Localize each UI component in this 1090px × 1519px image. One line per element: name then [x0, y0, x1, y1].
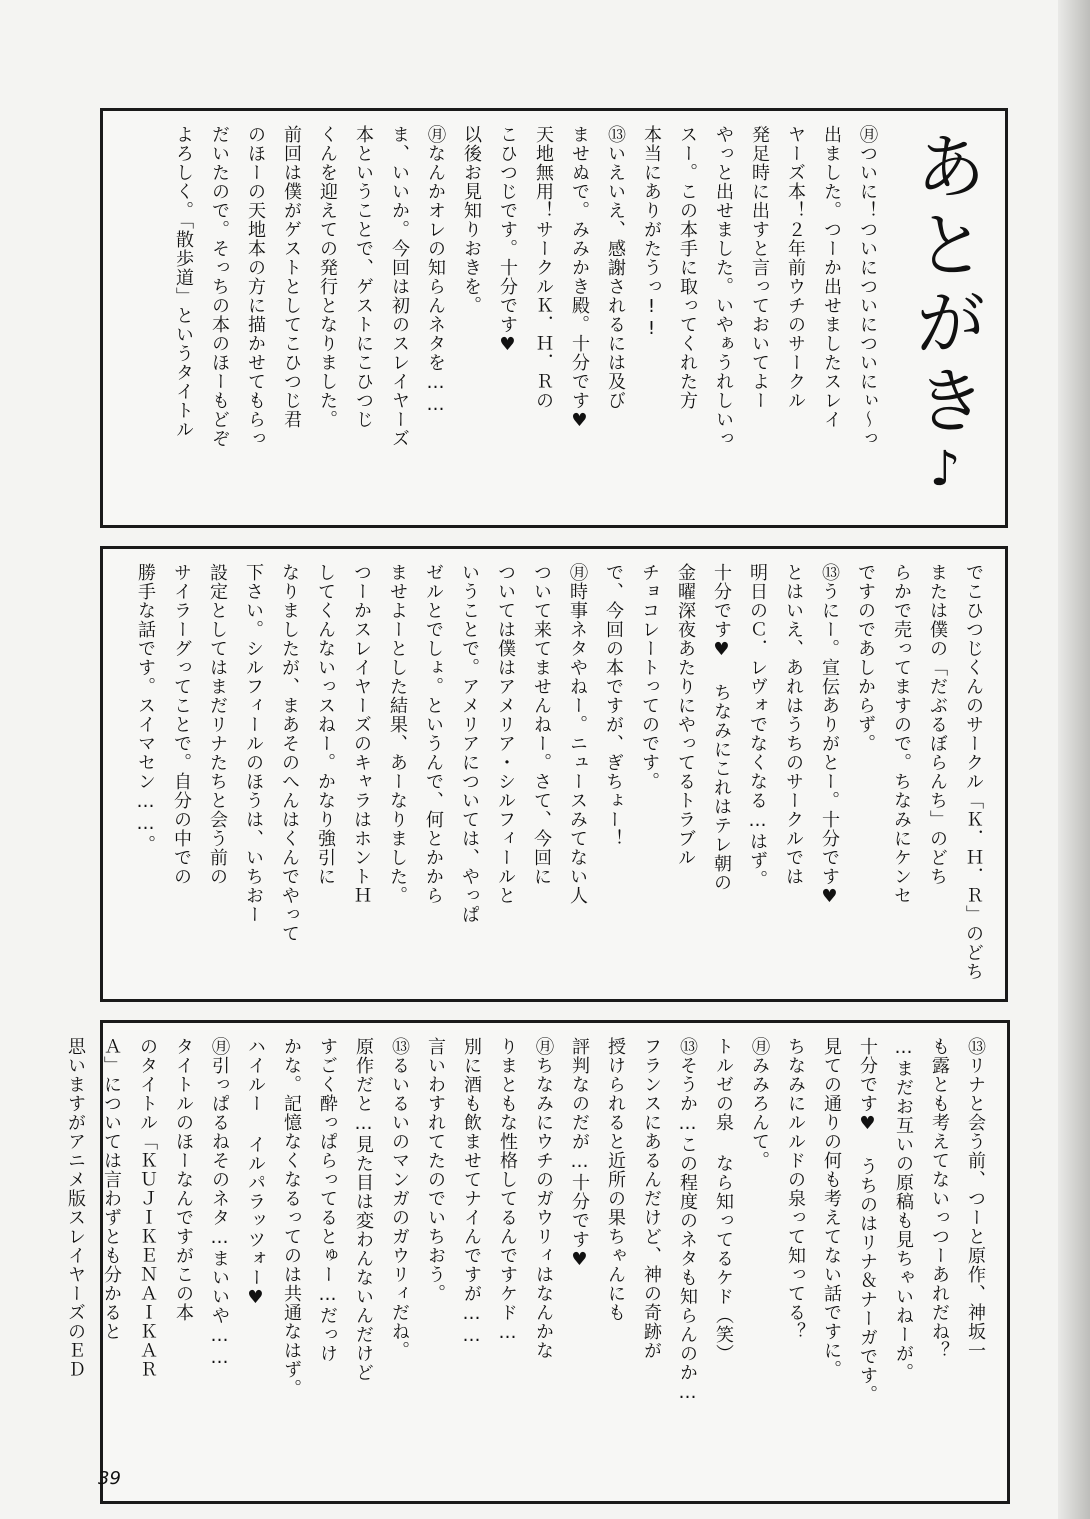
- panel-2-text: [117, 563, 991, 985]
- text-column: 十分です♥ うちのはリナ＆ナーガです。: [857, 1037, 878, 1404]
- text-column: ㊊時事ネタやねー。ニュースみてない人: [567, 563, 588, 905]
- afterword-title: [905, 129, 985, 503]
- text-column: よろしく。「散歩道」というタイトル: [173, 125, 194, 439]
- text-column: ヤーズ本！２年前ウチのサークル: [785, 125, 806, 410]
- text-column: ませよーとした結果、あーなりました。: [387, 563, 408, 905]
- text-column: ⑬リナと会う前、つーと原作、神坂一: [965, 1037, 986, 1360]
- text-column: または僕の「だぶるぼらんち」のどち: [927, 563, 948, 886]
- text-column: 天地無用！サークルＫ．Ｈ．Ｒの: [533, 125, 554, 410]
- text-column: サイラーグってことで。自分の中での: [171, 563, 192, 886]
- text-column: かな。記憶なくなるってのは共通なはず。: [281, 1037, 302, 1398]
- text-column: らかで売ってますので。ちなみにケンセ: [891, 563, 912, 905]
- text-column: 別に酒も飲ませてナイんですが……: [461, 1037, 482, 1347]
- text-column: スー。この本手に取ってくれた方: [677, 125, 698, 410]
- text-column: りまともな性格してるんですケド…: [497, 1037, 518, 1344]
- text-column: 本ということで、ゲストにこひつじ: [353, 125, 374, 429]
- text-column: なりましたが、まあそのへんはくんでやって: [279, 563, 300, 943]
- afterword-panel-1: [100, 108, 1008, 528]
- text-column: 下さい。シルフィールのほうは、いちおー: [243, 563, 264, 924]
- text-column: ⑬いえいえ、感謝されるには及び: [605, 125, 626, 410]
- text-column: ませぬで。みみかき殿。十分です♥: [569, 125, 590, 432]
- text-column: ですのであしからず。: [855, 563, 876, 753]
- text-column: のほーの天地本の方に描かせてもらっ: [245, 125, 266, 448]
- text-column: 本当にありがたうっ!!: [641, 125, 662, 340]
- text-column: いうことで。アメリアについては、やっぱ: [459, 563, 480, 924]
- text-column: ㊊みみろんて。: [749, 1037, 770, 1170]
- text-column: ㊊なんかオレの知らんネタを……: [425, 125, 446, 416]
- text-column: …まだお互いの原稿も見ちゃいねーが。: [893, 1037, 914, 1382]
- text-column: やっと出せました。いやぁうれしいっ: [713, 125, 734, 448]
- text-column: 原作だと…見た目は変わんないんだけど: [353, 1037, 374, 1382]
- text-column: ハイルー イルパラッツォー♥: [245, 1037, 266, 1309]
- page-edge: [1058, 0, 1090, 1519]
- text-column: つーかスレイヤーズのキャラはホントＨ: [351, 563, 372, 905]
- text-column: 金曜深夜あたりにやってるトラブル: [675, 563, 696, 867]
- afterword-panel-3: [65, 1020, 1010, 1504]
- text-column: で、今回の本ですが、ぎちょー！: [603, 563, 624, 848]
- text-column: してくんないっスねー。かなり強引に: [315, 563, 336, 886]
- text-column: タイトルのほーなんですがこの本: [173, 1037, 194, 1322]
- text-column: ㊊ちなみにウチのガウリィはなんかな: [533, 1037, 554, 1360]
- text-column: のタイトル「ＫＵＪＩＫＥＮＡＩＫＡＲ: [137, 1037, 158, 1379]
- text-column: すごく酔っぱらってるとゅー…だっけ: [317, 1037, 338, 1363]
- text-column: ㊊ついに！ついについについにぃ〜っ: [857, 125, 878, 448]
- text-column: も露とも考えてないっつーあれだね？: [929, 1037, 950, 1360]
- text-column: ㊊引っぱるねそのネタ…まいいや……: [209, 1037, 230, 1369]
- text-column: 十分です♥ ちなみにこれはテレ朝の: [711, 563, 732, 892]
- text-column: Ａ」については言わずとも分かると: [101, 1037, 122, 1341]
- text-column: ついて来てませんねー。さて、今回に: [531, 563, 552, 886]
- text-column: トルゼの泉 なら知ってるケド（笑）: [713, 1037, 734, 1363]
- text-column: 出ました。つーか出せましたスレイ: [821, 125, 842, 429]
- text-column: 勝手な話です。スイマセン……。: [135, 563, 156, 854]
- music-note-icon: ♪: [917, 441, 973, 503]
- text-column: ⑬うにー。宣伝ありがとー。十分です♥: [819, 563, 840, 908]
- text-column: こひつじです。十分です♥: [497, 125, 518, 356]
- text-column: 思いますがアニメ版スレイヤーズのＥＤ: [65, 1037, 86, 1379]
- panel-1-text: [117, 125, 885, 511]
- page-number: 39: [98, 1468, 121, 1489]
- text-column: ⑬そうか…この程度のネタも知らんのか…: [677, 1037, 698, 1404]
- afterword-title-text: あとがき: [903, 129, 987, 441]
- text-column: 以後お見知りおきを。: [461, 125, 482, 315]
- text-column: 評判なのだが…十分です♥: [569, 1037, 590, 1271]
- text-column: くんを迎えての発行となりました。: [317, 125, 338, 429]
- text-column: ゼルとでしょ。というんで、何とかから: [423, 563, 444, 905]
- text-column: 前回は僕がゲストとしてこひつじ君: [281, 125, 302, 429]
- text-column: でこひつじくんのサークル「Ｋ．Ｈ．Ｒ」のどち: [963, 563, 984, 981]
- text-column: 発足時に出すと言っておいてよー: [749, 125, 770, 410]
- text-column: 言いわすれてたのでいちおう。: [425, 1037, 446, 1303]
- text-column: 明日のＣ．レヴォでなくなる…はず。: [747, 563, 768, 889]
- text-column: 見ての通りの何も考えてない話ですに。: [821, 1037, 842, 1379]
- text-column: とはいえ、あれはうちのサークルでは: [783, 563, 804, 886]
- text-column: ⑬るいるいのマンガのガウリィだね。: [389, 1037, 410, 1360]
- text-column: だいたので。そっちの本のほーもどぞ: [209, 125, 230, 448]
- text-column: フランスにあるんだけど、神の奇跡が: [641, 1037, 662, 1360]
- text-column: ま、いいか。今回は初のスレイヤーズ: [389, 125, 410, 448]
- text-column: 設定としてはまだリナたちと会う前の: [207, 563, 228, 886]
- text-column: ちなみにルルドの泉って知ってる？: [785, 1037, 806, 1341]
- text-column: 授けられると近所の果ちゃんにも: [605, 1037, 626, 1322]
- afterword-panel-2: [100, 546, 1008, 1002]
- text-column: チョコレートってのです。: [639, 563, 660, 791]
- text-column: ついては僕はアメリア・シルフィールと: [495, 563, 516, 905]
